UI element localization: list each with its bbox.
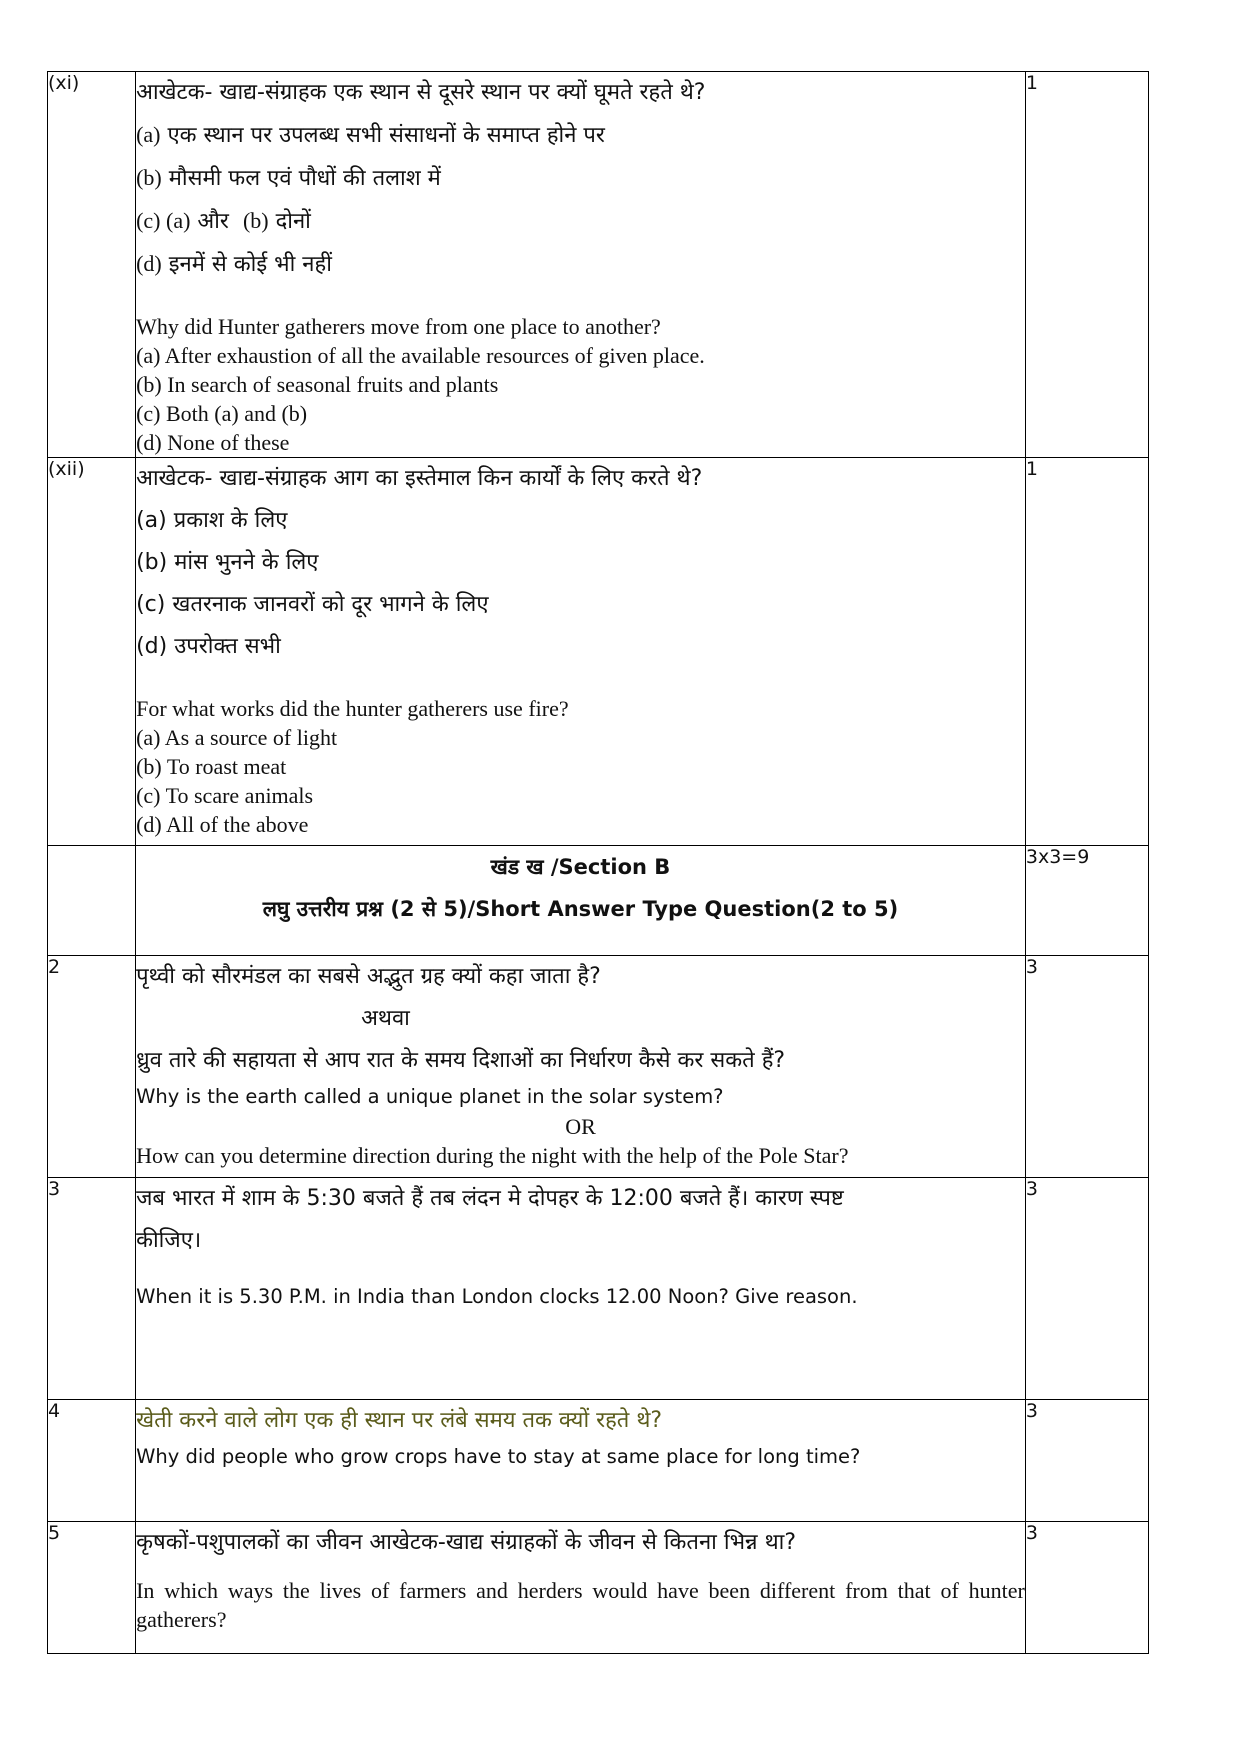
hindi-question-line-1: जब भारत में शाम के 5:30 बजते हैं तब लंदन मे दोपहर के 12:00 बजते हैं। कारण स्पष्ट (136, 1186, 844, 1211)
question-number: (xi) (48, 72, 136, 458)
english-question-1: Why is the earth called a unique planet in the solar system? (136, 1085, 724, 1108)
english-option-d: (d) None of these (136, 430, 290, 455)
english-option-a: (a) After exhaustion of all the available resources of given place. (136, 343, 705, 368)
hindi-option-a: (a) एक स्थान पर उपलब्ध सभी संसाधनों के समाप्त होने पर (136, 122, 605, 148)
english-question: Why did Hunter gatherers move from one place to another? (136, 314, 661, 339)
question-row-xi (48, 72, 1149, 458)
question-row-3 (48, 1178, 1149, 1400)
english-or: OR (565, 1114, 596, 1139)
section-subtitle: लघु उत्तरीय प्रश्न (2 से 5)/Short Answer Type Question(2 to 5) (262, 897, 899, 921)
english-option-a: (a) As a source of light (136, 725, 338, 750)
question-row-2 (48, 956, 1149, 1178)
hindi-question-2: ध्रुव तारे की सहायता से आप रात के समय दिशाओं का निर्धारण कैसे कर सकते हैं? (136, 1048, 786, 1073)
hindi-option-c: (c) (a) और (b) दोनों (136, 208, 311, 234)
english-option-c: (c) Both (a) and (b) (136, 401, 308, 426)
section-marks: 3x3=9 (1025, 846, 1148, 956)
hindi-question: आखेटक- खाद्य-संग्राहक आग का इस्तेमाल किन कार्यों के लिए करते थे? (136, 466, 703, 491)
english-option-b: (b) To roast meat (136, 754, 287, 779)
hindi-option-b: (b) मांस भुनने के लिए (136, 550, 319, 575)
question-row-5 (48, 1522, 1149, 1654)
marks: 1 (1025, 72, 1148, 458)
hindi-option-c: (c) खतरनाक जानवरों को दूर भागने के लिए (136, 592, 489, 617)
question-number: (xii) (48, 458, 136, 846)
question-body (136, 72, 1026, 458)
question-row-xii (48, 458, 1149, 846)
hindi-option-b: (b) मौसमी फल एवं पौधों की तलाश में (136, 165, 441, 191)
question-number: 2 (48, 956, 136, 1178)
hindi-option-a: (a) प्रकाश के लिए (136, 508, 288, 533)
marks: 1 (1025, 458, 1148, 846)
question-number: 3 (48, 1178, 136, 1400)
hindi-question-1: पृथ्वी को सौरमंडल का सबसे अद्भुत ग्रह क्यों कहा जाता है? (136, 964, 601, 989)
hindi-question: खेती करने वाले लोग एक ही स्थान पर लंबे समय तक क्यों रहते थे? (136, 1408, 663, 1433)
question-number: 4 (48, 1400, 136, 1522)
question-number: 5 (48, 1522, 136, 1654)
english-option-b: (b) In search of seasonal fruits and plants (136, 372, 499, 397)
hindi-question: कृषकों-पशुपालकों का जीवन आखेटक-खाद्य संग्राहकों के जीवन से कितना भिन्न था? (136, 1530, 796, 1555)
english-question-2: How can you determine direction during the night with the help of the Pole Star? (136, 1143, 849, 1168)
hindi-question: आखेटक- खाद्य-संग्राहक एक स्थान से दूसरे स्थान पर क्यों घूमते रहते थे? (136, 80, 706, 105)
english-question: In which ways the lives of farmers and herders would have been different from that of hunter gatherers? (136, 1578, 1025, 1632)
hindi-option-d: (d) इनमें से कोई भी नहीं (136, 251, 332, 277)
english-option-d: (d) All of the above (136, 812, 309, 837)
question-body (136, 1178, 1026, 1400)
marks: 3 (1025, 956, 1148, 1178)
section-b-header-row (48, 846, 1149, 956)
question-table (47, 71, 1149, 1654)
marks: 3 (1025, 1178, 1148, 1400)
question-row-4 (48, 1400, 1149, 1522)
question-body (136, 1400, 1026, 1522)
marks: 3 (1025, 1522, 1148, 1654)
marks: 3 (1025, 1400, 1148, 1522)
empty-cell (48, 846, 136, 956)
question-body (136, 458, 1026, 846)
hindi-or: अथवा (361, 1006, 410, 1031)
section-title: खंड ख /Section B (490, 855, 671, 879)
question-body (136, 956, 1026, 1178)
english-option-c: (c) To scare animals (136, 783, 314, 808)
question-body (136, 1522, 1026, 1654)
english-question: For what works did the hunter gatherers use fire? (136, 696, 569, 721)
english-question: When it is 5.30 P.M. in India than London clocks 12.00 Noon? Give reason. (136, 1285, 858, 1308)
hindi-option-d: (d) उपरोक्त सभी (136, 634, 281, 659)
english-question: Why did people who grow crops have to stay at same place for long time? (136, 1445, 861, 1468)
hindi-question-line-2: कीजिए। (136, 1228, 202, 1253)
section-heading (136, 846, 1026, 956)
